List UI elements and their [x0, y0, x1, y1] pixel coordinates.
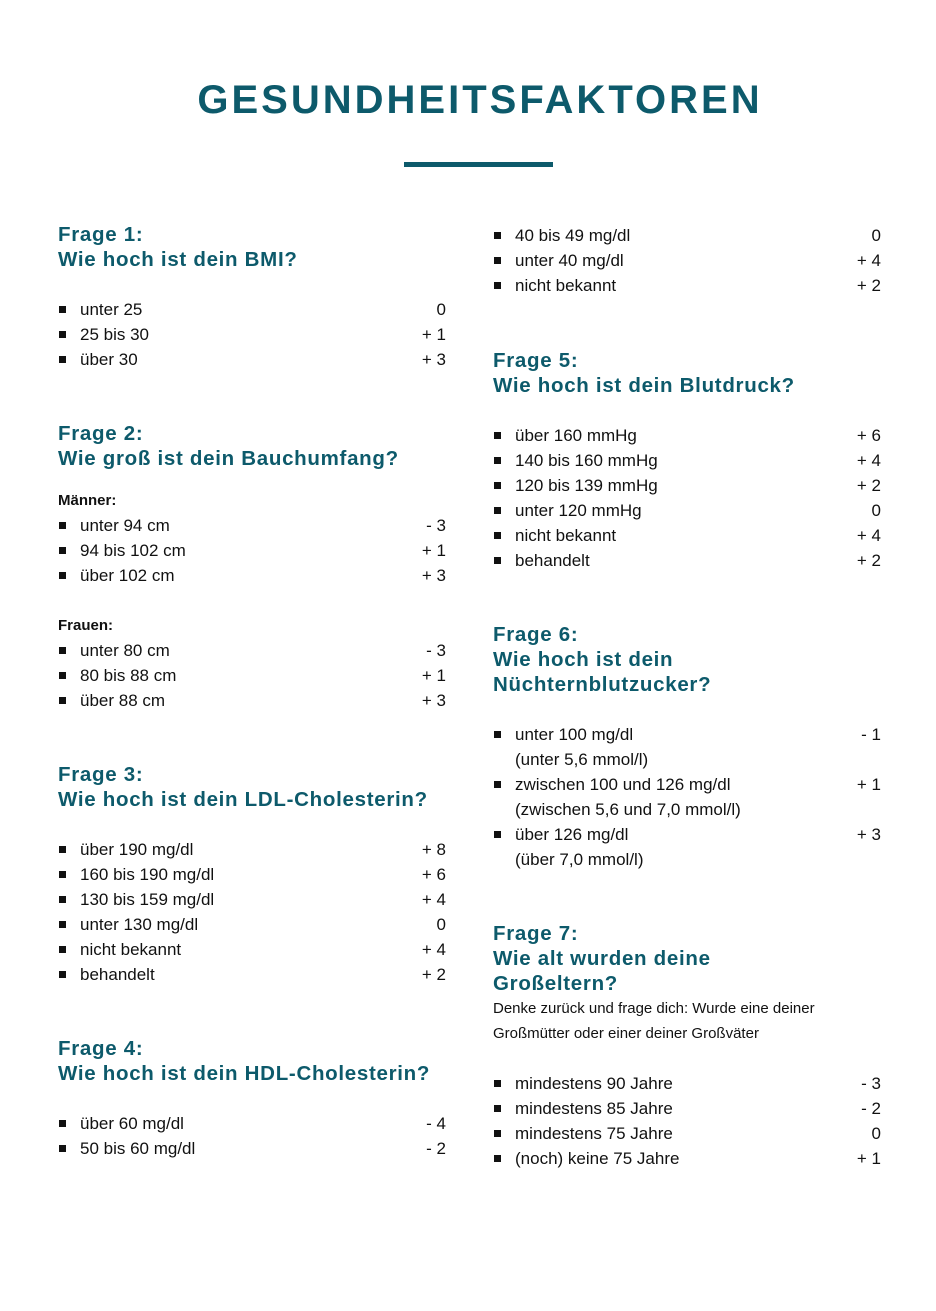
answer-score: + 4 [421, 940, 446, 959]
answer-score: + 2 [856, 551, 881, 570]
answer-label: unter 130 mg/dl [80, 915, 199, 934]
list-item [493, 548, 881, 573]
bullet-icon [494, 1130, 501, 1137]
list-item [493, 448, 881, 473]
answer-score: + 3 [421, 566, 446, 585]
bullet-icon [59, 572, 66, 579]
answer-score: 0 [436, 915, 446, 934]
list-item [58, 937, 446, 962]
answer-label: mindestens 75 Jahre [515, 1124, 673, 1143]
answer-label: behandelt [515, 551, 590, 570]
bullet-icon [494, 282, 501, 289]
bullet-icon [494, 831, 501, 838]
list-item [493, 1071, 881, 1096]
bullet-icon [59, 331, 66, 338]
question-title: Wie hoch ist dein Blutdruck? [493, 374, 795, 397]
bullet-icon [59, 697, 66, 704]
answer-label: über 88 cm [80, 691, 166, 710]
answer-label: 80 bis 88 cm [80, 666, 177, 685]
answer-label: über 102 cm [80, 566, 175, 585]
answer-score: + 4 [856, 251, 881, 270]
answer-score: + 1 [856, 775, 881, 794]
list-item [58, 638, 446, 663]
question-number: Frage 5: [493, 349, 579, 372]
answer-sublabel: (über 7,0 mmol/l) [515, 850, 644, 869]
answer-list [493, 722, 881, 872]
answer-score: + 8 [421, 840, 446, 859]
answer-label: unter 80 cm [80, 641, 170, 660]
question-title-line-2: Nüchternblutzucker? [493, 673, 712, 696]
question-title: Wie hoch ist dein BMI? [58, 248, 298, 271]
answer-label: 94 bis 102 cm [80, 541, 186, 560]
page-title: GESUNDHEITSFAKTOREN [197, 78, 763, 122]
bullet-icon [59, 672, 66, 679]
left-column [58, 222, 446, 1161]
list-item [493, 1121, 881, 1146]
right-column [493, 222, 881, 1171]
bullet-icon [59, 971, 66, 978]
list-item [58, 912, 446, 937]
answer-label: nicht bekannt [515, 526, 617, 545]
bullet-icon [494, 557, 501, 564]
answer-score: 0 [871, 226, 881, 245]
bullet-icon [494, 532, 501, 539]
question-1 [58, 222, 446, 372]
answer-score: - 3 [426, 516, 446, 535]
answer-label: nicht bekannt [515, 276, 617, 295]
bullet-icon [59, 871, 66, 878]
answer-label: 160 bis 190 mg/dl [80, 865, 215, 884]
answer-label: behandelt [80, 965, 155, 984]
list-item [493, 722, 881, 772]
answer-score: 0 [871, 1124, 881, 1143]
answer-score: - 2 [426, 1139, 446, 1158]
question-number: Frage 1: [58, 223, 144, 246]
question-7 [493, 921, 881, 1171]
answer-sublabel: (unter 5,6 mmol/l) [515, 750, 649, 769]
answer-score: - 4 [426, 1114, 446, 1133]
list-item [58, 837, 446, 862]
question-title: Wie groß ist dein Bauchumfang? [58, 447, 399, 470]
question-number: Frage 4: [58, 1037, 144, 1060]
answer-score: + 4 [421, 890, 446, 909]
list-item [58, 962, 446, 987]
answer-score: + 6 [856, 426, 881, 445]
title-underline [404, 162, 553, 167]
bullet-icon [59, 647, 66, 654]
list-item [58, 1136, 446, 1161]
bullet-icon [59, 896, 66, 903]
answer-score: + 3 [421, 691, 446, 710]
question-title-line-1: Wie hoch ist dein [493, 648, 674, 671]
answer-label: 120 bis 139 mmHg [515, 476, 658, 495]
question-3 [58, 762, 446, 987]
answer-score: + 1 [856, 1149, 881, 1168]
question-title-line-1: Wie alt wurden deine [493, 947, 711, 970]
answer-list [58, 837, 446, 987]
answer-list [493, 1071, 881, 1171]
list-item [493, 423, 881, 448]
list-item [493, 248, 881, 273]
answer-list [58, 297, 446, 372]
bullet-icon [494, 781, 501, 788]
list-item [493, 1146, 881, 1171]
women-group [58, 613, 446, 713]
question-4 [58, 1036, 446, 1161]
answer-label: mindestens 85 Jahre [515, 1099, 673, 1118]
answer-score: + 4 [856, 526, 881, 545]
group-label-men: Männer: [58, 492, 117, 509]
list-item [58, 862, 446, 887]
bullet-icon [59, 946, 66, 953]
group-label-women: Frauen: [58, 617, 114, 634]
bullet-icon [494, 1080, 501, 1087]
bullet-icon [494, 457, 501, 464]
answer-label: 130 bis 159 mg/dl [80, 890, 215, 909]
answer-label: 40 bis 49 mg/dl [515, 226, 631, 245]
answer-score: + 1 [421, 325, 446, 344]
question-number: Frage 6: [493, 623, 579, 646]
bullet-icon [59, 522, 66, 529]
bullet-icon [494, 257, 501, 264]
list-item [493, 523, 881, 548]
bullet-icon [494, 232, 501, 239]
answer-label: unter 94 cm [80, 516, 170, 535]
bullet-icon [59, 306, 66, 313]
bullet-icon [59, 1145, 66, 1152]
list-item [493, 273, 881, 298]
answer-label: über 160 mmHg [515, 426, 637, 445]
question-5 [493, 348, 881, 573]
answer-score: - 3 [861, 1074, 881, 1093]
list-item [493, 772, 881, 822]
answer-score: + 3 [421, 350, 446, 369]
answer-score: + 1 [421, 666, 446, 685]
answer-score: + 3 [856, 825, 881, 844]
answer-label: unter 100 mg/dl [515, 725, 634, 744]
list-item [493, 1096, 881, 1121]
answer-score: - 2 [861, 1099, 881, 1118]
bullet-icon [59, 1120, 66, 1127]
answer-score: + 1 [421, 541, 446, 560]
bullet-icon [59, 921, 66, 928]
answer-label: nicht bekannt [80, 940, 182, 959]
bullet-icon [494, 432, 501, 439]
answer-score: + 6 [421, 865, 446, 884]
question-number: Frage 3: [58, 763, 144, 786]
answer-score: - 1 [861, 725, 881, 744]
bullet-icon [494, 731, 501, 738]
answer-label: zwischen 100 und 126 mg/dl [515, 775, 731, 794]
list-item [58, 538, 446, 563]
list-item [58, 1111, 446, 1136]
answer-sublabel: (zwischen 5,6 und 7,0 mmol/l) [515, 800, 741, 819]
bullet-icon [494, 482, 501, 489]
question-note-line-2: Großmütter oder einer deiner Großväter [493, 1025, 759, 1042]
answer-label: (noch) keine 75 Jahre [515, 1149, 680, 1168]
answer-list-continued [493, 223, 881, 298]
list-item [58, 563, 446, 588]
answer-label: über 126 mg/dl [515, 825, 629, 844]
list-item [493, 822, 881, 872]
answer-list [58, 1111, 446, 1161]
answer-score: + 2 [856, 276, 881, 295]
question-2 [58, 421, 446, 713]
answer-score: 0 [436, 300, 446, 319]
list-item [58, 322, 446, 347]
list-item [58, 663, 446, 688]
list-item [58, 688, 446, 713]
answer-label: 140 bis 160 mmHg [515, 451, 658, 470]
list-item [58, 887, 446, 912]
bullet-icon [59, 846, 66, 853]
question-number: Frage 7: [493, 922, 579, 945]
list-item [493, 473, 881, 498]
answer-list [493, 423, 881, 573]
answer-score: - 3 [426, 641, 446, 660]
bullet-icon [59, 356, 66, 363]
answer-label: 25 bis 30 [80, 325, 149, 344]
list-item [493, 223, 881, 248]
answer-label: mindestens 90 Jahre [515, 1074, 673, 1093]
answer-label: unter 120 mmHg [515, 501, 642, 520]
answer-score: + 4 [856, 451, 881, 470]
answer-score: 0 [871, 501, 881, 520]
bullet-icon [59, 547, 66, 554]
answer-score: + 2 [421, 965, 446, 984]
answer-label: 50 bis 60 mg/dl [80, 1139, 196, 1158]
bullet-icon [494, 1155, 501, 1162]
question-note-line-1: Denke zurück und frage dich: Wurde eine deiner [493, 1000, 815, 1017]
answer-score: + 2 [856, 476, 881, 495]
question-6 [493, 622, 881, 872]
question-title: Wie hoch ist dein LDL-Cholesterin? [58, 788, 428, 811]
men-group [58, 488, 446, 588]
list-item [58, 347, 446, 372]
question-title-line-2: Großeltern? [493, 972, 619, 995]
answer-label: unter 40 mg/dl [515, 251, 624, 270]
answer-label: über 30 [80, 350, 138, 369]
bullet-icon [494, 1105, 501, 1112]
answer-label: unter 25 [80, 300, 143, 319]
bullet-icon [494, 507, 501, 514]
question-number: Frage 2: [58, 422, 144, 445]
list-item [58, 513, 446, 538]
question-title: Wie hoch ist dein HDL-Cholesterin? [58, 1062, 431, 1085]
list-item [493, 498, 881, 523]
answer-label: über 190 mg/dl [80, 840, 194, 859]
answer-label: über 60 mg/dl [80, 1114, 184, 1133]
list-item [58, 297, 446, 322]
